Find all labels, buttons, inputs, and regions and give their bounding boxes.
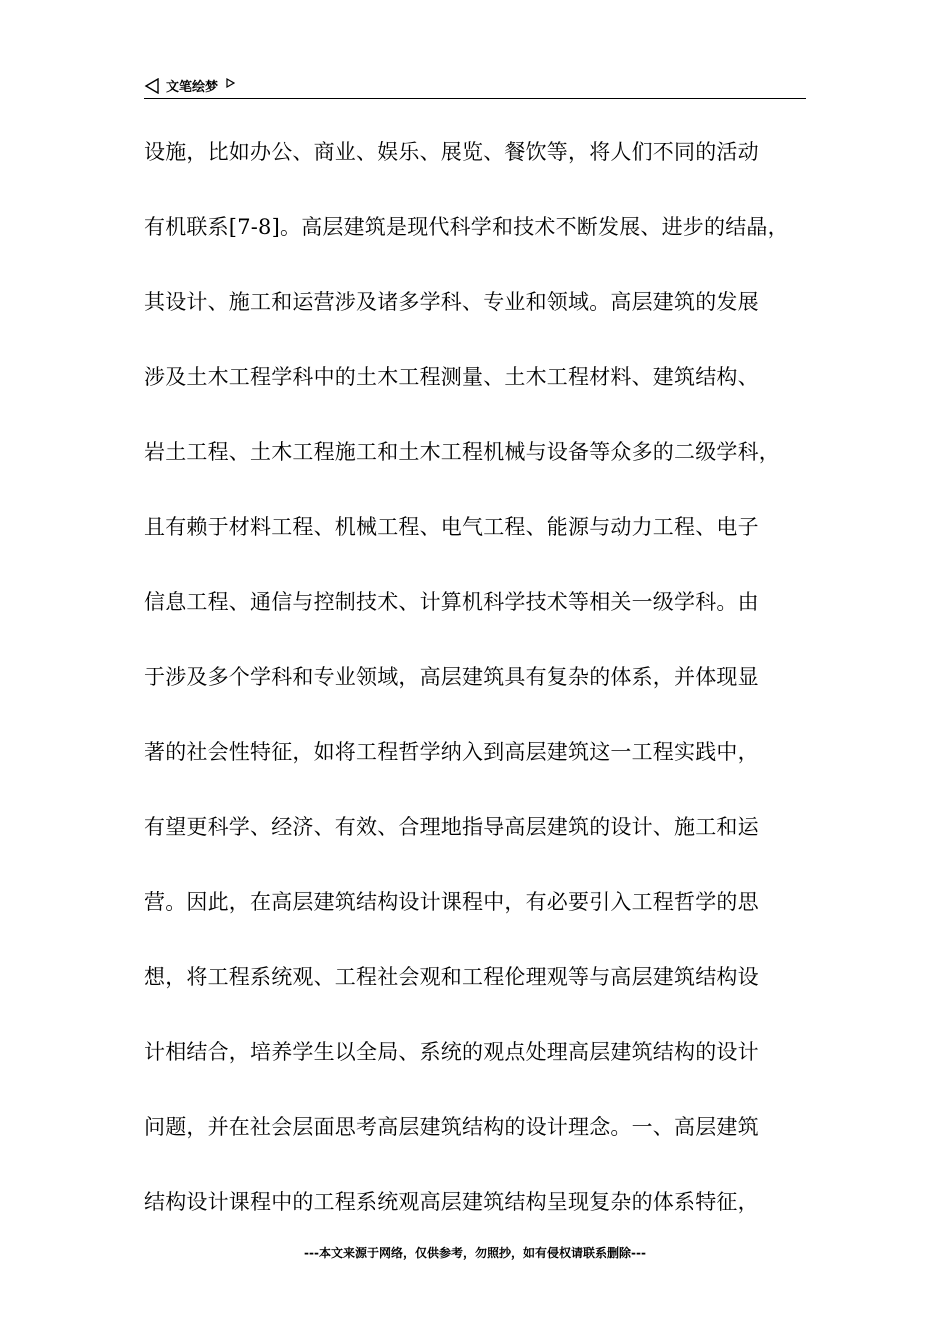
text-line: 信息工程、通信与控制技术、计算机科学技术等相关一级学科。由 bbox=[144, 590, 759, 614]
document-body bbox=[144, 135, 814, 1260]
text-line: 其设计、施工和运营涉及诸多学科、专业和领域。高层建筑的发展 bbox=[144, 290, 759, 314]
text-line: 问题，并在社会层面思考高层建筑结构的设计理念。一、高层建筑 bbox=[144, 1115, 759, 1139]
text-line: 结构设计课程中的工程系统观高层建筑结构呈现复杂的体系特征， bbox=[144, 1190, 759, 1214]
header-title: 文笔绘梦 bbox=[166, 80, 219, 95]
footer-disclaimer: ---本文来源于网络，仅供参考，勿照抄，如有侵权请联系删除--- bbox=[304, 1246, 646, 1260]
text-line: 且有赖于材料工程、机械工程、电气工程、能源与动力工程、电子 bbox=[144, 515, 759, 539]
text-line: 想，将工程系统观、工程社会观和工程伦理观等与高层建筑结构设 bbox=[144, 965, 759, 989]
text-line: 营。因此，在高层建筑结构设计课程中，有必要引入工程哲学的思 bbox=[144, 890, 759, 914]
triangle-left-icon bbox=[144, 78, 160, 94]
page-header bbox=[144, 74, 806, 99]
text-line: 计相结合，培养学生以全局、系统的观点处理高层建筑结构的设计 bbox=[144, 1040, 759, 1064]
text-line: 设施，比如办公、商业、娱乐、展览、餐饮等，将人们不同的活动 bbox=[144, 140, 759, 164]
triangle-right-icon bbox=[226, 78, 235, 88]
text-line: 著的社会性特征，如将工程哲学纳入到高层建筑这一工程实践中， bbox=[144, 740, 759, 764]
text-line: 于涉及多个学科和专业领域，高层建筑具有复杂的体系，并体现显 bbox=[144, 665, 759, 689]
text-line: 岩土工程、土木工程施工和土木工程机械与设备等众多的二级学科， bbox=[144, 440, 780, 464]
header-title-group bbox=[144, 76, 235, 95]
text-line: 有望更科学、经济、有效、合理地指导高层建筑的设计、施工和运 bbox=[144, 815, 759, 839]
text-line: 有机联系[7-8]。高层建筑是现代科学和技术不断发展、进步的结晶， bbox=[144, 215, 789, 239]
text-line: 涉及土木工程学科中的土木工程测量、土木工程材料、建筑结构、 bbox=[144, 365, 759, 389]
